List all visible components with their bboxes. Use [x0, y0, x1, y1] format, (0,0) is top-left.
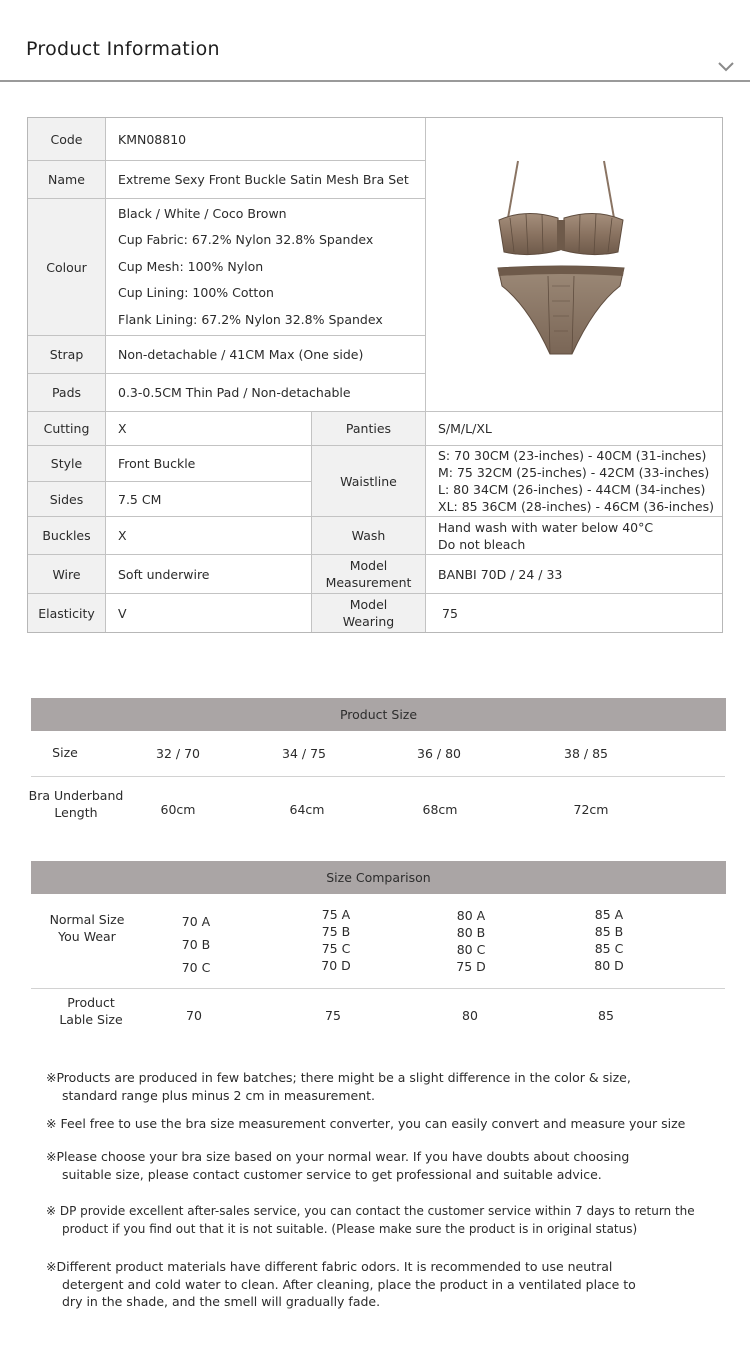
note-line: ※Please choose your bra size based on your normal wear. If you have doubts about choosing	[46, 1149, 630, 1164]
normal-size-value: 80 C	[456, 942, 486, 957]
buckles-label: Buckles	[28, 517, 106, 555]
chevron-down-icon[interactable]	[716, 60, 736, 74]
note-line: ※ DP provide excellent after-sales service, you can contact the customer service within 7 days to return the	[46, 1204, 695, 1218]
note-choose-size	[46, 1148, 696, 1183]
panties-value: S/M/L/XL	[426, 412, 722, 446]
wire-label: Wire	[28, 555, 106, 594]
pads-value: 0.3-0.5CM Thin Pad / Non-detachable	[106, 374, 426, 412]
normal-size-value: 85 A	[594, 907, 624, 922]
note-converter	[46, 1115, 696, 1133]
model-wearing-label-line: Model	[349, 597, 388, 612]
colour-label: Colour	[28, 199, 106, 336]
normal-size-col	[321, 906, 351, 974]
normal-size-col	[456, 907, 486, 975]
product-size-header: Product Size	[31, 698, 726, 731]
colour-line: Cup Fabric: 67.2% Nylon 32.8% Spandex	[118, 232, 374, 248]
note-line: ※ Feel free to use the bra size measurement converter, you can easily convert and measure your size	[46, 1116, 686, 1131]
page-title: Product Information	[26, 38, 220, 60]
label-size-label-line: Product	[67, 995, 115, 1010]
waistline-line: M: 75 32CM (25-inches) - 42CM (33-inches)	[438, 465, 710, 480]
model-wearing-value: 75	[426, 594, 722, 632]
colour-line: Black / White / Coco Brown	[118, 205, 287, 221]
header-divider	[0, 80, 750, 82]
spec-table	[27, 117, 723, 633]
model-measurement-label	[312, 555, 426, 594]
elasticity-value: V	[106, 594, 312, 632]
note-fabric-odor	[46, 1258, 696, 1311]
note-line: ※Different product materials have different fabric odors. It is recommended to use neutral	[46, 1259, 613, 1274]
wire-value: Soft underwire	[106, 555, 312, 594]
cutting-value: X	[106, 412, 312, 446]
wash-value	[426, 517, 722, 555]
label-size-value: 85	[598, 1008, 614, 1023]
label-size-value: 70	[186, 1008, 202, 1023]
code-label: Code	[28, 118, 106, 161]
size-value: 32 / 70	[156, 746, 200, 761]
underband-value: 60cm	[160, 802, 196, 817]
size-value: 38 / 85	[564, 746, 608, 761]
normal-size-value: 75 D	[456, 959, 486, 974]
size-value: 36 / 80	[417, 746, 461, 761]
size-value: 34 / 75	[282, 746, 326, 761]
normal-size-value: 85 C	[594, 941, 624, 956]
note-line: suitable size, please contact customer service to get professional and suitable advice.	[62, 1166, 602, 1182]
cutting-label: Cutting	[28, 412, 106, 446]
size-label: Size	[52, 745, 78, 760]
note-line: ※Products are produced in few batches; there might be a slight difference in the color & size,	[46, 1070, 631, 1085]
waistline-line: XL: 85 36CM (28-inches) - 46CM (36-inches)	[438, 499, 714, 514]
buckles-value: X	[106, 517, 312, 555]
label-size-value: 75	[325, 1008, 341, 1023]
elasticity-label: Elasticity	[28, 594, 106, 632]
model-measurement-label-line: Model	[349, 558, 388, 573]
model-wearing-label-line: Wearing	[342, 614, 395, 629]
waistline-label: Waistline	[312, 446, 426, 517]
code-value: KMN08810	[106, 118, 426, 161]
wash-line: Hand wash with water below 40°C	[438, 519, 654, 535]
normal-size-value: 70 B	[181, 937, 211, 952]
normal-size-label	[50, 911, 125, 945]
name-label: Name	[28, 161, 106, 199]
colour-line: Cup Mesh: 100% Nylon	[118, 258, 264, 274]
style-label: Style	[28, 446, 106, 482]
model-measurement-label-line: Measurement	[325, 575, 412, 590]
normal-size-label-line: You Wear	[58, 929, 116, 944]
normal-size-value: 75 B	[321, 924, 351, 939]
size-comparison-header: Size Comparison	[31, 861, 726, 894]
panties-label: Panties	[312, 412, 426, 446]
colour-line: Cup Lining: 100% Cotton	[118, 285, 274, 301]
note-line: product if you find out that it is not suitable. (Please make sure the product is in original status)	[62, 1221, 638, 1236]
underband-label	[29, 787, 124, 821]
colour-value	[106, 199, 426, 336]
colour-line: Flank Lining: 67.2% Nylon 32.8% Spandex	[118, 311, 383, 327]
model-measurement-value: BANBI 70D / 24 / 33	[426, 555, 722, 594]
normal-size-value: 80 A	[456, 908, 486, 923]
note-line: standard range plus minus 2 cm in measurement.	[62, 1087, 376, 1103]
normal-size-label-line: Normal Size	[49, 912, 125, 927]
sides-value: 7.5 CM	[106, 482, 312, 517]
label-size-label	[59, 994, 122, 1028]
wash-line: Do not bleach	[438, 536, 526, 552]
normal-size-value: 70 D	[321, 958, 351, 973]
underband-value: 64cm	[289, 802, 325, 817]
normal-size-col	[594, 906, 624, 974]
strap-label: Strap	[28, 336, 106, 374]
normal-size-value: 70 C	[181, 960, 211, 975]
label-size-label-line: Lable Size	[59, 1012, 123, 1027]
waistline-value	[426, 446, 722, 517]
underband-value: 68cm	[422, 802, 458, 817]
sides-label: Sides	[28, 482, 106, 517]
normal-size-value: 75 C	[321, 941, 351, 956]
lingerie-set-image	[496, 156, 626, 366]
note-line: detergent and cold water to clean. After cleaning, place the product in a ventilated place to	[62, 1276, 636, 1292]
style-value: Front Buckle	[106, 446, 312, 482]
waistline-line: S: 70 30CM (23-inches) - 40CM (31-inches)	[438, 448, 707, 463]
pads-label: Pads	[28, 374, 106, 412]
normal-size-value: 80 B	[456, 925, 486, 940]
normal-size-value: 70 A	[181, 914, 211, 929]
note-after-sales	[46, 1203, 696, 1238]
underband-label-line: Length	[54, 805, 98, 820]
note-batches	[46, 1069, 696, 1104]
underband-label-line: Bra Underband	[28, 788, 124, 803]
strap-value: Non-detachable / 41CM Max (One side)	[106, 336, 426, 374]
model-wearing-label	[312, 594, 426, 632]
wash-label: Wash	[312, 517, 426, 555]
normal-size-value: 75 A	[321, 907, 351, 922]
row-divider	[31, 776, 725, 777]
name-value: Extreme Sexy Front Buckle Satin Mesh Bra Set	[106, 161, 426, 199]
underband-value: 72cm	[573, 802, 609, 817]
label-size-value: 80	[462, 1008, 478, 1023]
normal-size-col	[182, 910, 211, 979]
normal-size-value: 80 D	[594, 958, 624, 973]
row-divider	[31, 988, 725, 989]
note-line: dry in the shade, and the smell will gradually fade.	[62, 1294, 381, 1309]
normal-size-value: 85 B	[594, 924, 624, 939]
waistline-line: L: 80 34CM (26-inches) - 44CM (34-inches)	[438, 482, 706, 497]
product-image-cell	[426, 118, 722, 412]
